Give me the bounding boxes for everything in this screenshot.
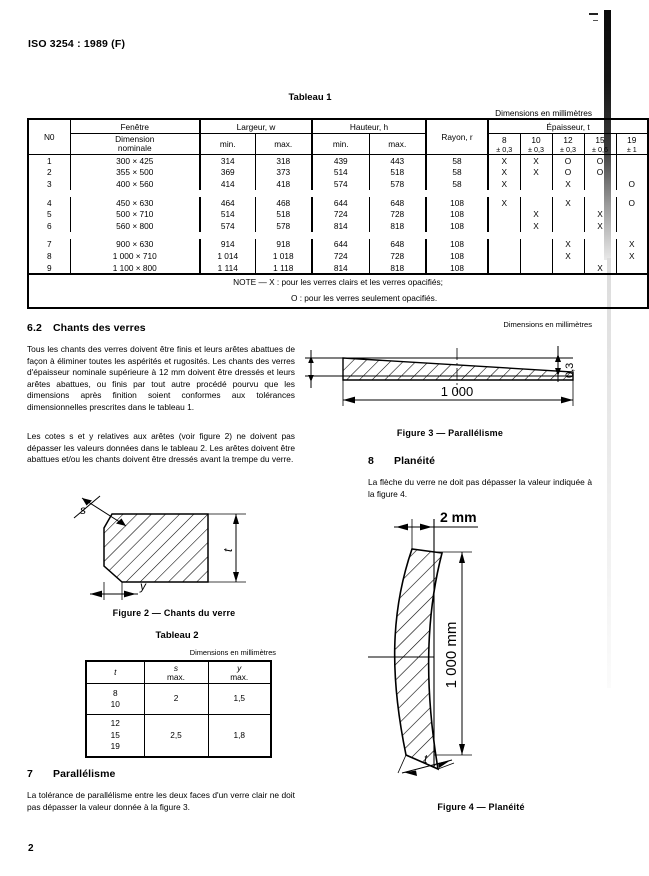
section-8-title: Planéité — [394, 455, 436, 467]
cell-rayon: 108 — [426, 262, 488, 275]
section-8-number: 8 — [368, 455, 374, 467]
th-rayon: Rayon, r — [426, 119, 488, 155]
cell-mark-2 — [520, 262, 552, 275]
figure4-caption: Figure 4 — Planéité — [437, 802, 525, 812]
th-w-min: min. — [200, 134, 255, 155]
cell-h-max: 728 — [369, 208, 426, 220]
th-y-sub: max. — [230, 671, 249, 682]
cell-nominale: 1 100 × 800 — [70, 262, 200, 275]
t2-t-2-0: 12 — [110, 718, 120, 729]
cell-no: 3 — [28, 178, 70, 190]
cell-mark-2 — [520, 197, 552, 209]
cell-no: 2 — [28, 167, 70, 179]
table1-header-row-1 — [28, 119, 648, 134]
cell-mark-3 — [552, 262, 584, 275]
thickness-tol-1: ± 0,3 — [496, 144, 513, 154]
cell-w-max: 578 — [255, 220, 312, 232]
cell-h-min: 574 — [312, 178, 369, 190]
th-thickness-1 — [488, 134, 520, 155]
cell-mark-1: X — [488, 167, 520, 179]
th-thickness-4 — [584, 134, 616, 155]
cell-mark-5: X — [616, 250, 648, 262]
figure2-caption: Figure 2 — Chants du verre — [112, 608, 236, 618]
cell-rayon: 108 — [426, 239, 488, 251]
table-row — [28, 262, 648, 275]
th-h-min: min. — [312, 134, 369, 155]
section-8-paragraph: La flèche du verre ne doit pas dépasser la valeur indiquée à la figure 4. — [368, 477, 592, 499]
cell-w-max: 1 018 — [255, 250, 312, 262]
th-thickness-3 — [552, 134, 584, 155]
th-y-symbol: y — [237, 662, 242, 673]
cell-rayon: 108 — [426, 250, 488, 262]
thickness-value-2: 10 — [531, 134, 541, 145]
cell-mark-2: X — [520, 220, 552, 232]
table1-body — [28, 155, 648, 275]
cell-mark-5 — [616, 208, 648, 220]
cell-mark-3: X — [552, 178, 584, 190]
t2-s-2: 2,5 — [144, 715, 208, 758]
cell-no: 1 — [28, 155, 70, 167]
cell-mark-1: X — [488, 155, 520, 167]
cell-rayon: 108 — [426, 220, 488, 232]
cell-no: 5 — [28, 208, 70, 220]
thickness-tol-5: ± 1 — [626, 144, 637, 154]
section-8-heading — [368, 455, 435, 467]
t2-t-2-1: 15 — [110, 729, 120, 740]
cell-w-max: 373 — [255, 167, 312, 179]
figure2-label-s: s — [80, 503, 86, 517]
cell-w-max: 318 — [255, 155, 312, 167]
cell-h-min: 644 — [312, 197, 369, 209]
cell-mark-3: O — [552, 167, 584, 179]
thickness-tol-3: ± 0,3 — [560, 144, 576, 154]
cell-nominale: 560 × 800 — [70, 220, 200, 232]
cell-w-min: 1 114 — [200, 262, 255, 275]
table1-dimensions-note: Dimensions en millimètres — [495, 108, 592, 118]
table1 — [27, 118, 637, 309]
cell-mark-4 — [584, 250, 616, 262]
cell-mark-1 — [488, 239, 520, 251]
cell-no: 8 — [28, 250, 70, 262]
cell-h-min: 439 — [312, 155, 369, 167]
th-w-max: max. — [255, 134, 312, 155]
document-identifier: ISO 3254 : 1989 (F) — [28, 38, 126, 50]
cell-w-min: 464 — [200, 197, 255, 209]
cell-mark-5 — [616, 262, 648, 275]
cell-mark-4 — [584, 197, 616, 209]
t2-t-group-1 — [86, 684, 144, 715]
cell-nominale: 300 × 425 — [70, 155, 200, 167]
cell-mark-5 — [616, 220, 648, 232]
cell-w-max: 918 — [255, 239, 312, 251]
t2-t-group-2 — [86, 715, 144, 758]
t2-t-2-2: 19 — [110, 741, 120, 752]
cell-mark-5 — [616, 167, 648, 179]
section-62-paragraph-1: Tous les chants des verres doivent être finis et leurs arêtes abattues de façon à éliminer toutes les aspérités et rugosités. Les chants des verres d'épaisseur nominale supérieure à 12 mm doivent être dressés et leurs arêtes abattues, ou finis par tout autre procédé pourvu que les dimensions après finition soient conformes aux tolérances dimensionnelles prescrites dans le tableau 1. — [27, 344, 295, 412]
figure3-deviation-label: 0,3 — [564, 362, 576, 378]
cell-mark-1: X — [488, 197, 520, 209]
th-thickness-2 — [520, 134, 552, 155]
cell-h-min: 724 — [312, 250, 369, 262]
cell-mark-2 — [520, 239, 552, 251]
th-t: t — [86, 661, 144, 684]
th-thickness-5 — [616, 134, 648, 155]
cell-mark-2: X — [520, 167, 552, 179]
cell-rayon: 58 — [426, 167, 488, 179]
figure3-caption: Figure 3 — Parallélisme — [396, 428, 504, 438]
scan-edge-artifact-lower — [607, 258, 611, 688]
cell-h-max: 518 — [369, 167, 426, 179]
cell-mark-5: O — [616, 178, 648, 190]
thickness-value-1: 8 — [501, 134, 507, 145]
cell-mark-1 — [488, 208, 520, 220]
cell-rayon: 108 — [426, 208, 488, 220]
cell-no: 6 — [28, 220, 70, 232]
cell-no: 7 — [28, 239, 70, 251]
cell-mark-2: X — [520, 208, 552, 220]
cell-h-min: 644 — [312, 239, 369, 251]
cell-nominale: 355 × 500 — [70, 167, 200, 179]
cell-h-max: 818 — [369, 220, 426, 232]
cell-rayon: 58 — [426, 155, 488, 167]
th-dim-line2: nominale — [117, 143, 152, 153]
table2-header-row — [86, 661, 271, 684]
th-dim-line1: Dimension — [115, 133, 155, 144]
cell-nominale: 900 × 630 — [70, 239, 200, 251]
table1-note-row — [28, 274, 648, 308]
cell-mark-2 — [520, 250, 552, 262]
cell-rayon: 108 — [426, 197, 488, 209]
cell-mark-5: X — [616, 239, 648, 251]
cell-h-min: 724 — [312, 208, 369, 220]
cell-h-min: 514 — [312, 167, 369, 179]
figure3-length-label: 1 000 — [440, 384, 474, 399]
figure2-drawing — [60, 492, 288, 604]
crop-mark-icon — [589, 13, 598, 15]
table1-header-row-2 — [28, 134, 648, 155]
cell-mark-4: O — [584, 167, 616, 179]
table-row — [28, 197, 648, 209]
cell-mark-5: O — [616, 197, 648, 209]
cell-no: 4 — [28, 197, 70, 209]
cell-nominale: 1 000 × 710 — [70, 250, 200, 262]
th-s-sub: max. — [167, 671, 185, 682]
table-row — [28, 220, 648, 232]
cell-h-max: 578 — [369, 178, 426, 190]
figure3-dimensions-note: Dimensions en millimètres — [503, 320, 592, 329]
table1-note-line2: O : pour les verres seulement opacifiés. — [290, 293, 438, 304]
cell-mark-4 — [584, 239, 616, 251]
cell-w-min: 514 — [200, 208, 255, 220]
cell-mark-2: X — [520, 155, 552, 167]
section-62-heading — [27, 322, 146, 334]
table-row — [28, 208, 648, 220]
th-hauteur: Hauteur, h — [312, 119, 426, 134]
t2-s-1: 2 — [144, 684, 208, 715]
table1-title: Tableau 1 — [288, 92, 332, 103]
th-y — [208, 661, 271, 684]
cell-w-min: 314 — [200, 155, 255, 167]
figure2-label-y: y — [140, 579, 146, 593]
cell-w-max: 418 — [255, 178, 312, 190]
cell-nominale: 500 × 710 — [70, 208, 200, 220]
table2 — [85, 660, 270, 758]
th-s-symbol: s — [173, 662, 179, 673]
cell-w-max: 518 — [255, 208, 312, 220]
cell-w-min: 914 — [200, 239, 255, 251]
cell-w-min: 1 014 — [200, 250, 255, 262]
section-7-number: 7 — [27, 768, 33, 780]
th-s — [144, 661, 208, 684]
figure4-drawing — [368, 505, 594, 797]
cell-h-min: 814 — [312, 262, 369, 275]
figure4-length-label: 1 000 mm — [443, 621, 460, 689]
table-row — [28, 239, 648, 251]
cell-rayon: 58 — [426, 178, 488, 190]
cell-mark-5 — [616, 155, 648, 167]
thickness-value-3: 12 — [563, 134, 573, 145]
table-row — [28, 250, 648, 262]
cell-mark-3: X — [552, 197, 584, 209]
cell-mark-4: X — [584, 208, 616, 220]
cell-w-min: 414 — [200, 178, 255, 190]
cell-w-max: 1 118 — [255, 262, 312, 275]
thickness-tol-4: ± 0,6 — [592, 144, 608, 154]
figure4-label-t: t — [424, 752, 428, 766]
cell-w-min: 369 — [200, 167, 255, 179]
cell-mark-3 — [552, 208, 584, 220]
th-dimension-nominale — [70, 134, 200, 155]
cell-h-min: 814 — [312, 220, 369, 232]
cell-mark-3: O — [552, 155, 584, 167]
table2-row — [86, 715, 271, 758]
cell-no: 9 — [28, 262, 70, 275]
table1-group-spacer — [28, 190, 648, 197]
cell-mark-3 — [552, 220, 584, 232]
t2-t-1-1: 10 — [110, 699, 120, 709]
cell-mark-4: O — [584, 155, 616, 167]
figure2-label-t: t — [221, 548, 235, 552]
cell-h-max: 648 — [369, 197, 426, 209]
section-62-title: Chants des verres — [53, 322, 146, 334]
thickness-value-4: 15 — [595, 134, 605, 145]
cell-mark-3: X — [552, 239, 584, 251]
table1-group-spacer — [28, 232, 648, 239]
section-62-number: 6.2 — [27, 322, 42, 334]
th-largeur: Largeur, w — [200, 119, 312, 134]
cell-h-max: 443 — [369, 155, 426, 167]
table-row — [28, 178, 648, 190]
th-no: N0 — [28, 119, 70, 155]
table-row — [28, 155, 648, 167]
th-epaisseur: Épaisseur, t — [488, 119, 648, 134]
crop-mark-secondary-icon — [593, 20, 598, 21]
cell-mark-3: X — [552, 250, 584, 262]
table-row — [28, 167, 648, 179]
thickness-tol-2: ± 0,3 — [528, 144, 544, 154]
cell-mark-4 — [584, 178, 616, 190]
th-h-max: max. — [369, 134, 426, 155]
section-7-heading — [27, 768, 116, 780]
table2-row — [86, 684, 271, 715]
section-62-paragraph-2: Les cotes s et y relatives aux arêtes (voir figure 2) ne doivent pas dépasser les valeurs données dans le tableau 2. Les arêtes doivent être abattues et/ou les chants doivent être dressés avant la trempe du verre. — [27, 431, 295, 465]
table2-title: Tableau 2 — [155, 630, 199, 641]
t2-t-1-0: 8 — [112, 687, 118, 698]
thickness-value-5: 19 — [627, 134, 637, 145]
cell-w-min: 574 — [200, 220, 255, 232]
cell-mark-1 — [488, 220, 520, 232]
figure3-drawing — [305, 332, 595, 424]
cell-h-max: 728 — [369, 250, 426, 262]
cell-h-max: 818 — [369, 262, 426, 275]
page-number: 2 — [28, 843, 34, 854]
cell-w-max: 468 — [255, 197, 312, 209]
table1-note-line1: NOTE — X : pour les verres clairs et les verres opacifiés; — [233, 277, 443, 288]
section-7-paragraph: La tolérance de parallélisme entre les deux faces d'un verre clair ne doit pas dépasser la valeur donnée à la figure 3. — [27, 790, 295, 812]
cell-mark-1 — [488, 250, 520, 262]
cell-mark-2 — [520, 178, 552, 190]
cell-mark-4: X — [584, 220, 616, 232]
cell-mark-1: X — [488, 178, 520, 190]
figure4-deflection-label: 2 mm — [440, 509, 477, 525]
t2-y-1: 1,5 — [208, 684, 271, 715]
cell-mark-1 — [488, 262, 520, 275]
t2-y-2: 1,8 — [208, 715, 271, 758]
cell-h-max: 648 — [369, 239, 426, 251]
cell-nominale: 450 × 630 — [70, 197, 200, 209]
cell-mark-4: X — [584, 262, 616, 275]
cell-nominale: 400 × 560 — [70, 178, 200, 190]
table2-dimensions-note: Dimensions en millimètres — [189, 648, 276, 657]
section-7-title: Parallélisme — [53, 768, 116, 780]
th-fenetre: Fenêtre — [70, 119, 200, 134]
